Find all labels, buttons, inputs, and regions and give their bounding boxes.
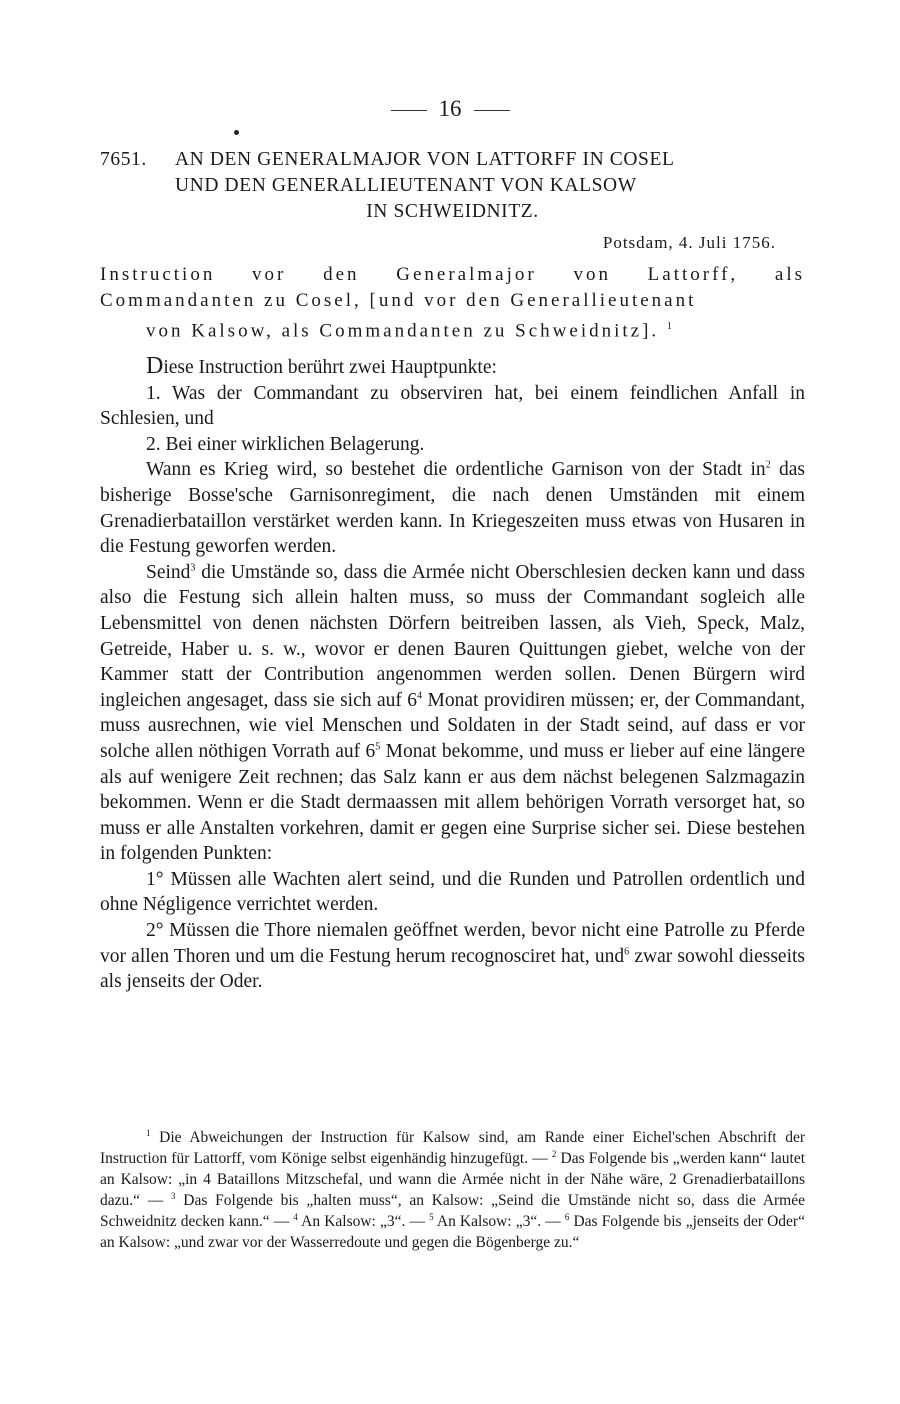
body-paragraph (100, 432, 805, 458)
place-date: Potsdam, 4. Juli 1756. (602, 233, 776, 252)
paragraph-text: 2° Müssen die Thore niemalen geöffnet werden, bevor nicht eine Patrolle zu Pferde vor allen Thoren und um die Festung herum recognosciret hat, und (100, 920, 805, 967)
footnote-marker: 6 (564, 1211, 570, 1222)
header-rule-right (474, 110, 510, 111)
paragraph-text: 1. Was der Commandant zu observiren hat, bei einem feindlichen Anfall in Schlesien, und (100, 382, 805, 430)
page-header (0, 96, 900, 122)
instruction-line-1: Instruction vor den Generalmajor von Lattorff, als (100, 264, 805, 285)
paragraph-text: zwar sowohl diesseits als jenseits der Oder. (100, 945, 805, 993)
body-paragraph (100, 560, 805, 867)
paragraph-text: Monat bekomme, und muss er lieber auf eine längere als auf wenigere Zeit rechnen; das Salz kann er aus dem nächst belegenen Salzmagazin bekommen. Wenn er die Stadt dermaassen mit allem behörigen Vorrath versorget hat, so muss er alle Anstalten vorkehren, damit er gegen eine Surprise sicher sei. Diese bestehen in folgenden Punkten: (100, 740, 805, 865)
header-rule-left (391, 110, 427, 111)
instruction-heading (100, 262, 805, 344)
instruction-line-3 (100, 314, 805, 344)
body-paragraph (100, 867, 805, 918)
title-line-1: AN DEN GENERALMAJOR VON LATTORFF IN COSEL (175, 149, 675, 170)
footnote-marker: 5 (429, 1211, 434, 1222)
paragraph-text: Monat providiren müssen; er, der Commandant, muss ausrechnen, wie viel Menschen und Soldaten in der Stadt seind, auf dass er vor solche allen nöthigen Vorrath auf 6 (100, 689, 805, 762)
footnote-text: Das Folgende bis „werden kann“ lautet an Kalsow: „in 4 Bataillons Mitzschefal, und wann die Armée nicht in der Nähe wäre, 2 Grenadierbataillons dazu.“ — (100, 1150, 806, 1209)
print-speck (234, 130, 239, 135)
footnote-text: Die Abweichungen der Instruction für Kalsow sind, am Rande einer Eichel'schen Abschrift der Instruction für Lattorff, vom Könige selbst eigenhändig hinzugefügt. — (100, 1129, 805, 1167)
footnote-ref: 2 (765, 459, 771, 471)
footnote-ref: 3 (190, 562, 196, 574)
footnote-marker: 4 (293, 1211, 298, 1222)
paragraph-text: 1° Müssen alle Wachten alert seind, und die Runden und Patrollen ordentlich und ohne Négligence verrichtet werden. (100, 868, 805, 916)
paragraph-text: Seind (146, 561, 191, 583)
footnote-ref: 1 (666, 321, 672, 332)
paragraph-text: Wann es Krieg wird, so bestehet die ordentliche Garnison von der Stadt in (146, 459, 766, 481)
instruction-line-3-text: von Kalsow, als Commandanten zu Schweidnitz]. (146, 320, 660, 342)
body-paragraph (100, 381, 805, 432)
footnote-text: Das Folgende bis „halten muss“, an Kalsow: „Seind die Umstände nicht so, dass die Armée Schweidnitz decken kann.“ — (100, 1192, 805, 1230)
footnote-marker: 1 (146, 1127, 151, 1138)
paragraph-text: 2. Bei einer wirklichen Belagerung. (146, 433, 425, 455)
footnote-ref: 4 (417, 690, 423, 702)
footnote-ref: 5 (375, 741, 381, 753)
footnotes (100, 1127, 805, 1253)
footnote-text: Das Folgende bis „jenseits der Oder“ an Kalsow: „und zwar vor der Wasserredoute und gegen die Bögenberge zu.“ (100, 1213, 805, 1251)
footnote-marker: 2 (551, 1148, 557, 1159)
title-line-2: UND DEN GENERALLIEUTENANT VON KALSOW (175, 175, 637, 196)
paragraph-text: Diese Instruction berührt zwei Hauptpunkte: (146, 353, 497, 379)
body-text (100, 354, 805, 995)
instruction-line-2: Commandanten zu Cosel, [und vor den Generallieutenant (100, 290, 697, 311)
paragraph-text: die Umstände so, dass die Armée nicht Oberschlesien decken kann und dass also die Festung sich allein halten muss, so muss der Commandant sogleich alle Lebensmittel von denen nächsten Dörfern beitreiben lassen, als Vieh, Speck, Malz, Getreide, Haber u. s. w., wovor er denen Bauren Quittungen giebet, welche von der Kammer statt der Contribution angenommen werden sollen. Denen Bürgern wird ingleichen angesaget, dass sie sich auf 6 (100, 561, 805, 711)
footnote-text: An Kalsow: „3“. — (433, 1213, 565, 1230)
footnote-ref: 6 (624, 946, 630, 958)
letter-number: 7651. (100, 149, 147, 170)
title-line-3: IN SCHWEIDNITZ. (366, 201, 539, 222)
body-paragraph (100, 918, 805, 995)
footnote-marker: 3 (171, 1190, 176, 1201)
footnote-text: An Kalsow: „3“. — (297, 1213, 430, 1230)
body-paragraph (100, 457, 805, 559)
paragraph-text: das bisherige Bosse'sche Garnisonregiment, die nach denen Umständen mit einem Grenadierbataillon verstärket werden kann. In Kriegeszeiten muss etwas von Husaren in die Festung geworfen werden. (100, 459, 805, 558)
body-paragraph (100, 354, 805, 381)
page-number: 16 (438, 96, 462, 121)
